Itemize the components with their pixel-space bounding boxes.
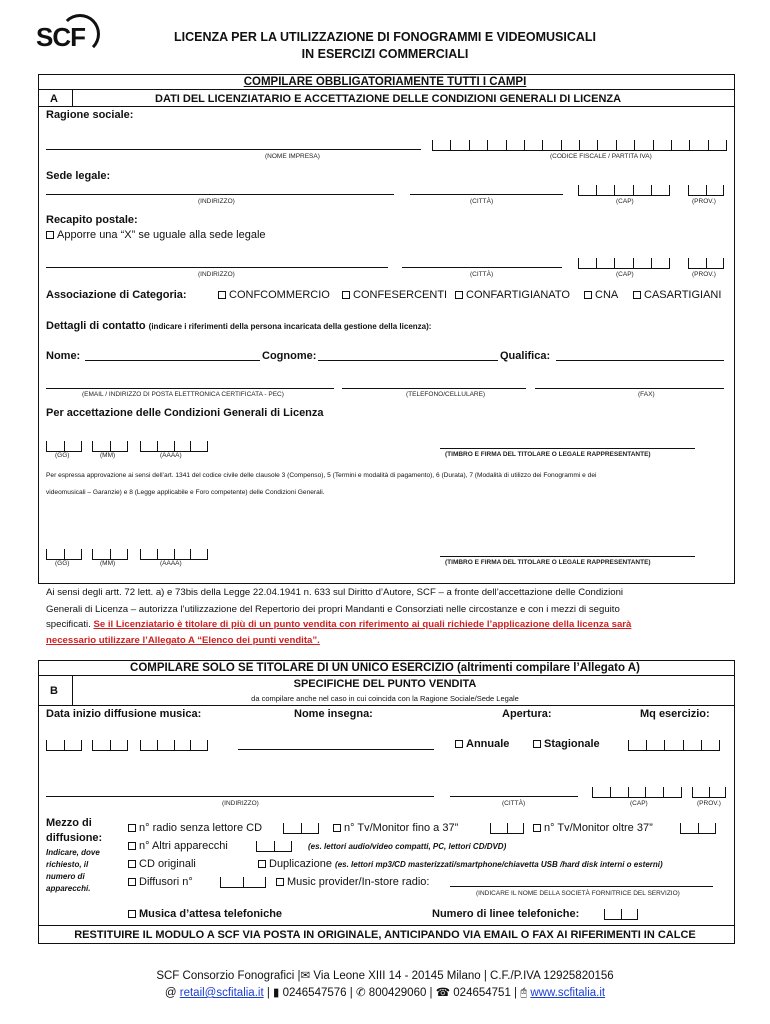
- radio-checkbox[interactable]: [128, 822, 262, 834]
- duplicazione-label: Duplicazione: [269, 858, 332, 870]
- qualifica-field[interactable]: [556, 360, 724, 361]
- email-caption: (EMAIL / INDIRIZZO DI POSTA ELETTRONICA CERTIFICATA - PEC): [82, 391, 284, 398]
- mezzo-note-1: Indicare, dove: [46, 848, 100, 857]
- sede-cap-field[interactable]: [578, 178, 670, 196]
- dettagli-note: (indicare i riferimenti della persona incaricata della gestione della licenza):: [148, 322, 432, 331]
- altri-count-field[interactable]: [256, 834, 292, 852]
- stagionale-checkbox[interactable]: [533, 738, 600, 750]
- punto-cap-field[interactable]: [592, 780, 682, 798]
- telefono-caption: (TELEFONO/CELLULARE): [406, 391, 486, 398]
- cd-label: CD originali: [139, 858, 196, 870]
- assoc-option-label: CONFCOMMERCIO: [229, 289, 330, 301]
- sede-citta-field[interactable]: [410, 194, 563, 195]
- mezzo-note-2: richiesto, il: [46, 860, 89, 869]
- punto-indirizzo-caption: (INDIRIZZO): [222, 800, 259, 807]
- nome-impresa-field[interactable]: [46, 149, 421, 150]
- section-b-header: COMPILARE SOLO SE TITOLARE DI UN UNICO ESERCIZIO (altrimenti compilare l’Allegato A): [130, 662, 640, 674]
- mezzo-note-3: numero di: [46, 872, 85, 881]
- legal-p3: specificati.: [46, 619, 91, 630]
- logo: SCF: [36, 22, 85, 52]
- fax-caption: (FAX): [638, 391, 655, 398]
- legal-line-1: Ai sensi degli artt. 72 lett. a) e 73bis della Legge 22.04.1941 n. 633 sul Diritto d’Autore, SCF – a fronte dell’accettazione delle Condizioni: [46, 587, 624, 598]
- associazione-label: Associazione di Categoria:: [46, 289, 187, 301]
- tv37-label: n° Tv/Monitor fino a 37”: [344, 822, 459, 834]
- legal-warning: Se il Licenziatario è titolare di più di un punto vendita con riferimento ai quali richiede l’applicazione della licenza sarà: [93, 619, 632, 630]
- gg-caption: (GG): [55, 452, 70, 459]
- punto-cap-caption: (CAP): [630, 800, 648, 807]
- assoc-option-confcommercio[interactable]: [218, 289, 330, 301]
- ragione-sociale-label: Ragione sociale:: [46, 109, 134, 121]
- section-b-letter: B: [50, 685, 58, 697]
- mouse-icon: 🖰: [520, 987, 528, 999]
- footer-address: SCF Consorzio Fonografici |✉ Via Leone XIII 14 - 20145 Milano | C.F./P.IVA 12925820156: [156, 970, 614, 982]
- annuale-checkbox[interactable]: [455, 738, 509, 750]
- fax-field[interactable]: [535, 388, 724, 389]
- page-title: LICENZA PER LA UTILIZZAZIONE DI FONOGRAMMI E VIDEOMUSICALI: [174, 30, 596, 44]
- legal-line-2: Generali di Licenza – autorizza l’utilizzazione del Repertorio dei propri Mandanti e Consorziati nelle circostanze e con i mezzi di seguito: [46, 604, 620, 615]
- cognome-label: Cognome:: [262, 350, 317, 362]
- footer-tel: 024654751: [453, 987, 511, 999]
- linee-label: Numero di linee telefoniche:: [432, 908, 580, 920]
- recapito-cap-caption: (CAP): [616, 271, 634, 278]
- music-provider-label: Music provider/In-store radio:: [287, 876, 430, 888]
- dettagli-contatto: [46, 320, 431, 332]
- duplicazione-note: (es. lettori mp3/CD masterizzati/smartphone/chiavetta USB /hard disk interni o esterni): [335, 860, 663, 869]
- assoc-option-label: CASARTIGIANI: [644, 289, 722, 301]
- legal-line-3: [46, 619, 631, 630]
- timbro-caption: (TIMBRO E FIRMA DEL TITOLARE O LEGALE RAPPRESENTANTE): [445, 559, 651, 566]
- nome-field[interactable]: [85, 360, 260, 361]
- aaaa-caption: (AAAA): [160, 560, 182, 567]
- assoc-option-casartigiani[interactable]: [633, 289, 721, 301]
- telefono-field[interactable]: [342, 388, 526, 389]
- footer-web-link[interactable]: www.scfitalia.it: [530, 987, 606, 999]
- radio-count-field[interactable]: [283, 816, 319, 834]
- recapito-citta-field[interactable]: [402, 267, 562, 268]
- mq-label: Mq esercizio:: [640, 708, 710, 720]
- inizio-day-field[interactable]: [46, 733, 82, 751]
- approvazione-text: Per espressa approvazione ai sensi dell’art. 1341 del codice civile delle clausole 3 (Compenso), 5 (Termini e modalità di pagamento), 6 (Durata), 7 (Modalità di utilizzo dei Fonogrammi e dei: [46, 472, 597, 479]
- attesa-checkbox[interactable]: [128, 908, 282, 920]
- section-b-subtitle: da compilare anche nel caso in cui coincida con la Ragione Sociale/Sede Legale: [251, 694, 519, 703]
- same-as-sede-checkbox[interactable]: [46, 229, 266, 241]
- music-provider-field[interactable]: [450, 886, 713, 887]
- inizio-year-field[interactable]: [140, 733, 208, 751]
- qualifica-label: Qualifica:: [500, 350, 551, 362]
- recapito-prov-caption: (PROV.): [692, 271, 716, 278]
- cd-checkbox[interactable]: [128, 858, 196, 870]
- email-field[interactable]: [46, 388, 334, 389]
- mezzo-note-4: apparecchi.: [46, 884, 91, 893]
- at-icon: @: [164, 987, 177, 999]
- accettazione-month-field[interactable]: [92, 434, 128, 452]
- mq-field[interactable]: [628, 733, 720, 751]
- assoc-option-confesercenti[interactable]: [342, 289, 447, 301]
- sede-prov-field[interactable]: [688, 178, 724, 196]
- recapito-cap-field[interactable]: [578, 251, 670, 269]
- cognome-field[interactable]: [318, 360, 498, 361]
- diffusione-label: diffusione:: [46, 832, 103, 844]
- codice-fiscale-field[interactable]: [432, 133, 727, 151]
- sede-prov-caption: (PROV.): [692, 198, 716, 205]
- timbro-caption: (TIMBRO E FIRMA DEL TITOLARE O LEGALE RAPPRESENTANTE): [445, 451, 651, 458]
- tv37-count-field[interactable]: [490, 816, 524, 834]
- inizio-month-field[interactable]: [92, 733, 128, 751]
- punto-indirizzo-field[interactable]: [46, 796, 434, 797]
- tvoltre-count-field[interactable]: [680, 816, 716, 834]
- annuale-label: Annuale: [466, 738, 510, 750]
- recapito-label: Recapito postale:: [46, 214, 138, 226]
- diffusori-count-field[interactable]: [220, 870, 266, 888]
- punto-citta-caption: (CITTÀ): [502, 800, 526, 807]
- tvoltre-label: n° Tv/Monitor oltre 37”: [544, 822, 653, 834]
- nome-label: Nome:: [46, 350, 81, 362]
- attesa-label: Musica d’attesa telefoniche: [139, 908, 283, 920]
- tv37-checkbox[interactable]: [333, 822, 458, 834]
- sede-citta-caption: (CITTÀ): [470, 198, 494, 205]
- punto-prov-caption: (PROV.): [697, 800, 721, 807]
- assoc-option-label: CONFESERCENTI: [353, 289, 448, 301]
- recapito-citta-caption: (CITTÀ): [470, 271, 494, 278]
- footer-email-link[interactable]: retail@scfitalia.it: [179, 987, 264, 999]
- gg-caption: (GG): [55, 560, 70, 567]
- punto-prov-field[interactable]: [692, 780, 726, 798]
- sede-indirizzo-caption: (INDIRIZZO): [198, 198, 235, 205]
- accettazione-year-field[interactable]: [140, 434, 208, 452]
- altri-note: (es. lettori audio/video compatti, PC, lettori CD/DVD): [308, 842, 507, 851]
- data-inizio-label: Data inizio diffusione musica:: [46, 708, 202, 720]
- linee-count-field[interactable]: [604, 902, 638, 920]
- diffusori-label: Diffusori n°: [139, 876, 193, 888]
- approvazione-text-2: videomusicali – Garanzie) e 8 (Legge applicabile e Foro competente) delle Condizioni Generali.: [46, 489, 325, 496]
- signature-field[interactable]: [440, 448, 695, 449]
- approvazione-day-field[interactable]: [46, 542, 82, 560]
- sede-cap-caption: (CAP): [616, 198, 634, 205]
- accettazione-label: Per accettazione delle Condizioni Generali di Licenza: [46, 407, 324, 419]
- fax-icon: ▮: [273, 987, 280, 999]
- altri-label: n° Altri apparecchi: [139, 840, 228, 852]
- apertura-label: Apertura:: [502, 708, 552, 720]
- accettazione-day-field[interactable]: [46, 434, 82, 452]
- page-subtitle: IN ESERCIZI COMMERCIALI: [301, 47, 469, 61]
- sede-indirizzo-field[interactable]: [46, 194, 394, 195]
- assoc-option-confartigianato[interactable]: [455, 289, 570, 301]
- altri-checkbox[interactable]: [128, 840, 228, 852]
- recapito-prov-field[interactable]: [688, 251, 724, 269]
- sede-legale-label: Sede legale:: [46, 170, 111, 182]
- section-a-letter: A: [50, 93, 58, 105]
- approvazione-month-field[interactable]: [92, 542, 128, 560]
- stagionale-label: Stagionale: [544, 738, 600, 750]
- telephone-icon: ☎: [435, 987, 451, 999]
- societa-caption: (INDICARE IL NOME DELLA SOCIETÀ FORNITRICE DEL SERVIZIO): [476, 890, 680, 897]
- codice-fiscale-caption: (CODICE FISCALE / PARTITA IVA): [550, 153, 652, 160]
- nome-insegna-label: Nome insegna:: [294, 708, 373, 720]
- assoc-option-label: CONFARTIGIANATO: [466, 289, 570, 301]
- assoc-option-cna[interactable]: [584, 289, 618, 301]
- aaaa-caption: (AAAA): [160, 452, 182, 459]
- recapito-indirizzo-caption: (INDIRIZZO): [198, 271, 235, 278]
- assoc-option-label: CNA: [595, 289, 619, 301]
- footer-contacts: @ retail@scfitalia.it | ▮ 0246547576 | ✆ 800429060 | ☎ 024654751 | 🖰 www.scfitalia.it: [164, 987, 606, 999]
- nome-impresa-caption: (NOME IMPRESA): [265, 153, 320, 160]
- footer-num: 800429060: [368, 987, 427, 999]
- mm-caption: (MM): [100, 452, 116, 459]
- tvoltre-checkbox[interactable]: [533, 822, 653, 834]
- recapito-indirizzo-field[interactable]: [46, 267, 388, 268]
- duplicazione-checkbox[interactable]: [258, 858, 663, 870]
- mezzo-label: Mezzo di: [46, 817, 92, 829]
- restituire-notice: RESTITUIRE IL MODULO A SCF VIA POSTA IN ORIGINALE, ANTICIPANDO VIA EMAIL O FAX AI RIFERIMENTI IN CALCE: [74, 929, 696, 941]
- mm-caption: (MM): [100, 560, 116, 567]
- footer-fax: 0246547576: [282, 987, 347, 999]
- same-as-sede-label: Apporre una “X” se uguale alla sede legale: [57, 229, 266, 241]
- approvazione-year-field[interactable]: [140, 542, 208, 560]
- dettagli-label: Dettagli di contatto: [46, 320, 146, 332]
- mandatory-notice: COMPILARE OBBLIGATORIAMENTE TUTTI I CAMPI: [243, 76, 527, 88]
- punto-citta-field[interactable]: [450, 796, 578, 797]
- music-provider-checkbox[interactable]: [276, 876, 429, 888]
- nome-insegna-field[interactable]: [238, 749, 434, 750]
- diffusori-checkbox[interactable]: [128, 876, 193, 888]
- legal-warning-2: necessario utilizzare l’Allegato A “Elenco dei punti vendita”.: [46, 635, 320, 646]
- signature-field-2[interactable]: [440, 556, 695, 557]
- section-b-title: SPECIFICHE DEL PUNTO VENDITA: [293, 678, 477, 690]
- radio-label: n° radio senza lettore CD: [139, 822, 263, 834]
- phone-icon: ✆: [355, 987, 366, 999]
- section-a-title: DATI DEL LICENZIATARIO E ACCETTAZIONE DELLE CONDIZIONI GENERALI DI LICENZA: [155, 93, 622, 105]
